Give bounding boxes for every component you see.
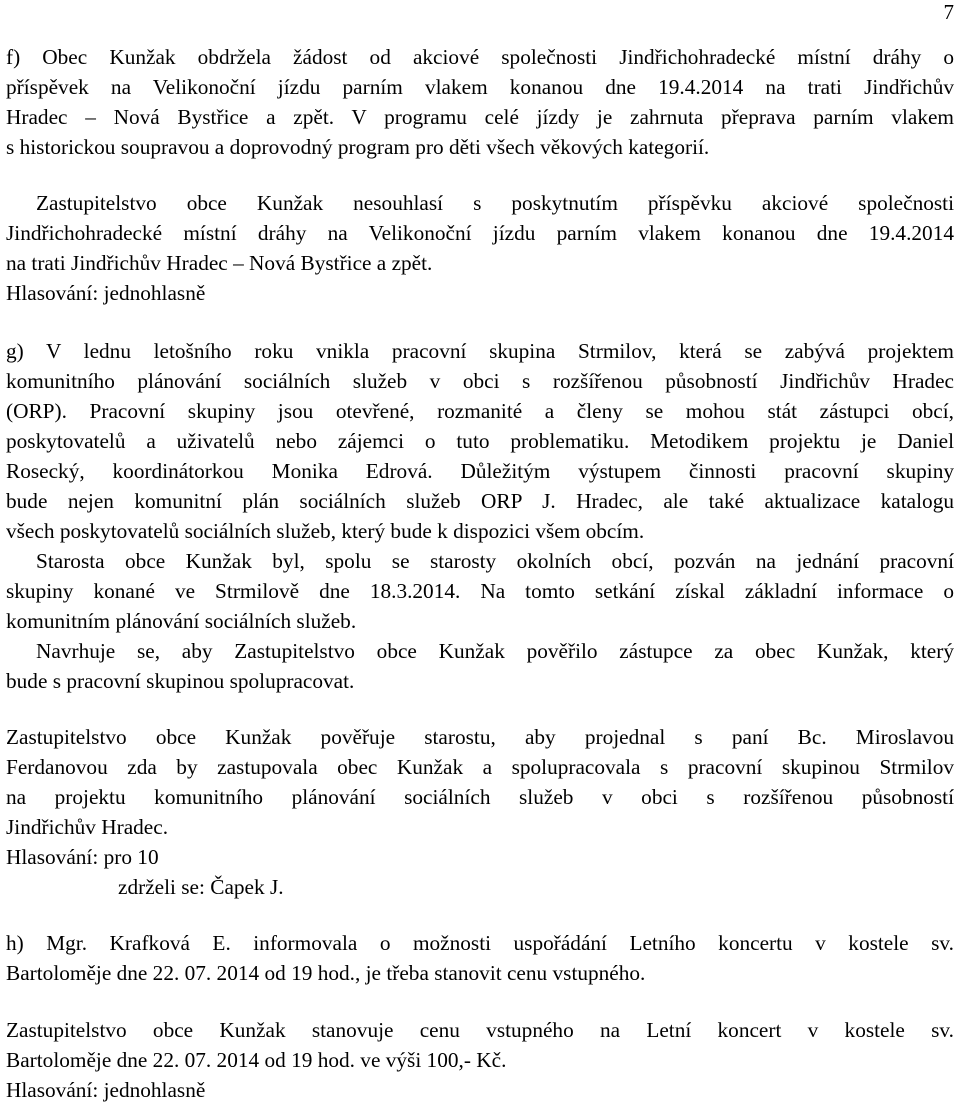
text-line: Zastupitelstvo obce Kunžak stanovuje cenu vstupného na Letní koncert v kostele sv. — [6, 1018, 954, 1042]
text-line: (ORP). Pracovní skupiny jsou otevřené, rozmanité a členy se mohou stát zástupci obcí, — [6, 399, 954, 423]
text-line: komunitního plánování sociálních služeb v obci s rozšířenou působností Jindřichův Hradec — [6, 369, 954, 393]
text-line: h) Mgr. Krafková E. informovala o možnosti uspořádání Letního koncertu v kostele sv. — [6, 931, 954, 955]
text-line: s historickou soupravou a doprovodný program pro děti všech věkových kategorií. — [6, 135, 710, 159]
text-line: bude nejen komunitní plán sociálních služeb ORP J. Hradec, ale také aktualizace katalogu — [6, 489, 954, 513]
text-line: komunitním plánování sociálních služeb. — [6, 609, 357, 633]
text-line: Hlasování: jednohlasně — [6, 281, 206, 305]
text-line: Hradec – Nová Bystřice a zpět. V programu celé jízdy je zahrnuta přeprava parním vlakem — [6, 105, 954, 129]
text-line: Hlasování: jednohlasně — [6, 1078, 206, 1102]
text-line: Jindřichův Hradec. — [6, 815, 169, 839]
text-line: na trati Jindřichův Hradec – Nová Bystřice a zpět. — [6, 251, 433, 275]
text-line: poskytovatelů a uživatelů nebo zájemci o tuto problematiku. Metodikem projektu je Daniel — [6, 429, 954, 453]
text-line: Navrhuje se, aby Zastupitelstvo obce Kunžak pověřilo zástupce za obec Kunžak, který — [36, 639, 954, 663]
text-line: Starosta obce Kunžak byl, spolu se starosty okolních obcí, pozván na jednání pracovní — [36, 549, 954, 573]
text-line: g) V lednu letošního roku vnikla pracovní skupina Strmilov, která se zabývá projektem — [6, 339, 954, 363]
text-line: Ferdanovou zda by zastupovala obec Kunžak a spolupracovala s pracovní skupinou Strmilov — [6, 755, 954, 779]
page-number: 7 — [943, 0, 954, 24]
text-line: Bartoloměje dne 22. 07. 2014 od 19 hod. ve výši 100,- Kč. — [6, 1048, 507, 1072]
text-line: Zastupitelstvo obce Kunžak pověřuje starostu, aby projednal s paní Bc. Miroslavou — [6, 725, 954, 749]
text-line: skupiny konané ve Strmilově dne 18.3.2014. Na tomto setkání získal základní informace o — [6, 579, 954, 603]
text-line: Zastupitelstvo obce Kunžak nesouhlasí s poskytnutím příspěvku akciové společnosti — [36, 191, 954, 215]
text-line: zdrželi se: Čapek J. — [118, 875, 284, 899]
text-line: Hlasování: pro 10 — [6, 845, 159, 869]
text-line: všech poskytovatelů sociálních služeb, který bude k dispozici všem obcím. — [6, 519, 645, 543]
text-line: Jindřichohradecké místní dráhy na Velikonoční jízdu parním vlakem konanou dne 19.4.2014 — [6, 221, 954, 245]
text-line: Rosecký, koordinátorkou Monika Edrová. Důležitým výstupem činnosti pracovní skupiny — [6, 459, 954, 483]
text-line: na projektu komunitního plánování sociálních služeb v obci s rozšířenou působností — [6, 785, 954, 809]
text-line: bude s pracovní skupinou spolupracovat. — [6, 669, 355, 693]
text-line: f) Obec Kunžak obdržela žádost od akciové společnosti Jindřichohradecké místní dráhy o — [6, 45, 954, 69]
text-line: Bartoloměje dne 22. 07. 2014 od 19 hod., je třeba stanovit cenu vstupného. — [6, 961, 646, 985]
text-line: příspěvek na Velikonoční jízdu parním vlakem konanou dne 19.4.2014 na trati Jindřichův — [6, 75, 954, 99]
